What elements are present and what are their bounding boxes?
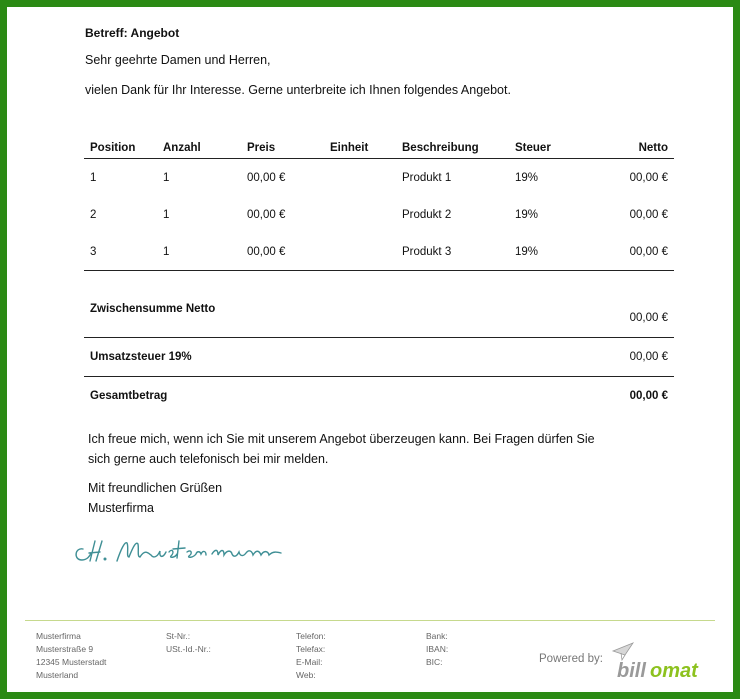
cell-netto: 00,00 €: [629, 208, 668, 221]
footer-tax: [166, 630, 211, 656]
cell-preis: 00,00 €: [247, 171, 286, 184]
header-position: Position: [84, 138, 157, 159]
svg-text:bill: bill: [617, 660, 646, 681]
footer-bank: [426, 630, 448, 669]
powered-by-label: Powered by:: [539, 653, 603, 665]
cell-beschreibung: Produkt 3: [396, 233, 509, 271]
greeting: Mit freundlichen Grüßen: [88, 481, 223, 495]
cell-einheit: [324, 159, 396, 197]
tax-value: 00,00 €: [629, 351, 668, 363]
footer-address-line: 12345 Musterstadt: [36, 657, 107, 667]
cell-position: 3: [84, 233, 157, 271]
footer-contact-line: Web:: [296, 670, 316, 680]
cell-einheit: [324, 233, 396, 271]
regards-block: [88, 478, 648, 518]
footer-tax-line: USt.-Id.-Nr.:: [166, 644, 211, 654]
header-anzahl: Anzahl: [157, 138, 241, 159]
subtotal-value: 00,00 €: [629, 312, 668, 324]
footer-address-line: Musterstraße 9: [36, 644, 94, 654]
cell-position: 1: [90, 171, 97, 184]
closing-line-2: sich gerne auch telefonisch bei mir melden.: [88, 452, 329, 466]
footer-contact-line: E-Mail:: [296, 657, 323, 667]
footer-tax-line: St-Nr.:: [166, 631, 191, 641]
cell-anzahl: 1: [163, 171, 170, 184]
footer-contact-line: Telefax:: [296, 644, 326, 654]
footer-address-line: Musterfirma: [36, 631, 81, 641]
footer-divider: [25, 620, 715, 621]
tax-divider: [84, 376, 674, 377]
cell-netto: 00,00 €: [581, 233, 674, 271]
footer-address-line: Musterland: [36, 670, 79, 680]
cell-position: 2: [90, 208, 97, 221]
closing-text: [88, 429, 648, 469]
footer-address: [36, 630, 106, 682]
cell-einheit: [324, 196, 396, 233]
subtotal-divider: [84, 337, 674, 338]
cell-anzahl: 1: [157, 233, 241, 271]
cell-beschreibung: Produkt 1: [402, 171, 452, 184]
tax-label: Umsatzsteuer 19%: [90, 351, 192, 363]
footer-contact: [296, 630, 326, 682]
total-value: 00,00 €: [629, 390, 668, 402]
billomat-logo: [607, 641, 717, 686]
footer-contact-line: Telefon:: [296, 631, 326, 641]
cell-steuer: 19%: [515, 171, 539, 184]
cell-netto: 00,00 €: [629, 171, 668, 184]
cell-preis: 00,00 €: [241, 233, 324, 271]
offer-table: [84, 138, 674, 271]
cell-beschreibung: Produkt 2: [402, 208, 452, 221]
header-einheit: Einheit: [324, 138, 396, 159]
table-row: [84, 196, 674, 233]
salutation: Sehr geehrte Damen und Herren,: [85, 53, 271, 67]
cell-anzahl: 1: [163, 208, 170, 221]
footer-bank-line: IBAN:: [426, 644, 449, 654]
header-preis: Preis: [241, 138, 324, 159]
footer-bank-line: Bank:: [426, 631, 448, 641]
cell-steuer: 19%: [515, 208, 539, 221]
cell-steuer: 19%: [509, 233, 581, 271]
cell-preis: 00,00 €: [247, 208, 286, 221]
header-steuer: Steuer: [509, 138, 581, 159]
subject-line: Betreff: Angebot: [85, 26, 180, 40]
intro-text: vielen Dank für Ihr Interesse. Gerne unterbreite ich Ihnen folgendes Angebot.: [85, 83, 511, 97]
footer-bank-line: BIC:: [426, 657, 443, 667]
table-row: [84, 233, 674, 271]
document-page: [7, 7, 733, 692]
company-name: Musterfirma: [88, 501, 154, 515]
header-beschreibung: Beschreibung: [396, 138, 509, 159]
svg-text:omat: omat: [650, 660, 698, 681]
table-row: [84, 159, 674, 197]
total-label: Gesamtbetrag: [90, 390, 168, 402]
subtotal-label: Zwischensumme Netto: [90, 303, 216, 315]
header-netto: Netto: [581, 138, 674, 159]
handwritten-signature: [69, 527, 309, 572]
table-header-row: [84, 138, 674, 159]
closing-line-1: Ich freue mich, wenn ich Sie mit unserem Angebot überzeugen kann. Bei Fragen dürfen Sie: [88, 432, 595, 446]
